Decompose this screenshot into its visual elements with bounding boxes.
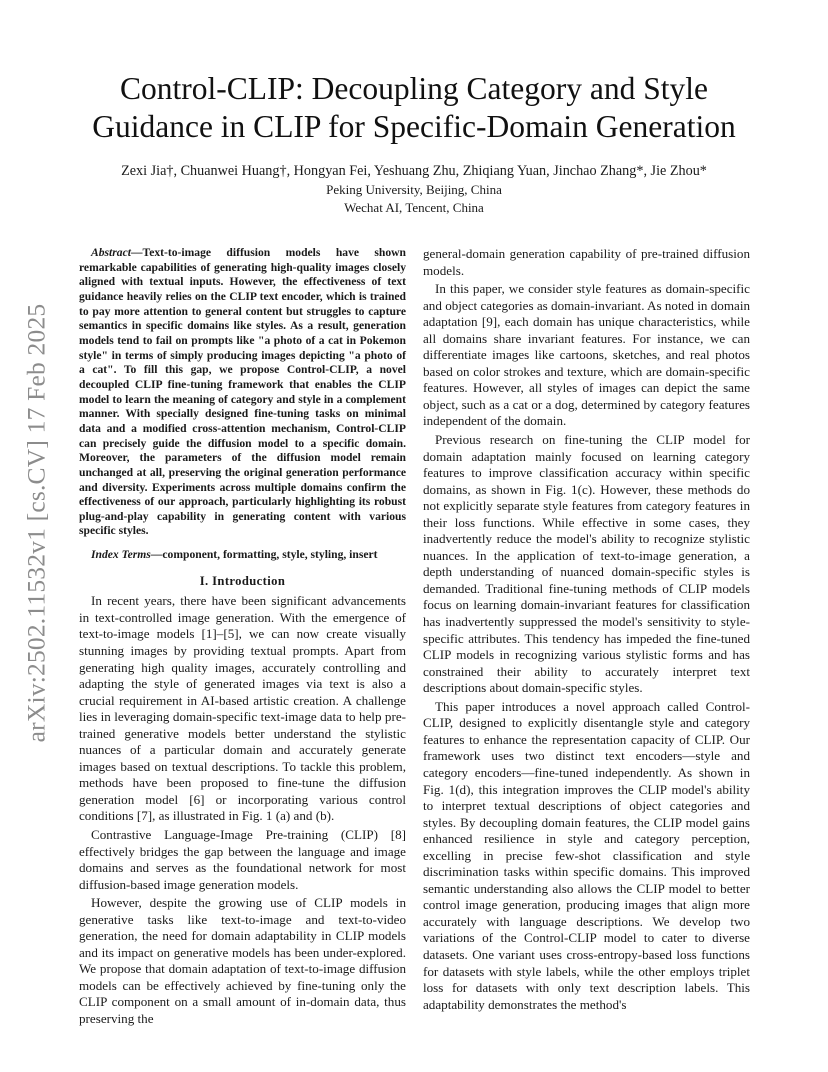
abstract-lead: Abstract— <box>91 246 143 259</box>
intro-paragraph-3: However, despite the growing use of CLIP models in generative tasks like text-to-image and text-to-video generation, the need for domain adaptability in CLIP models and its impact on generative models has been under-explored. We propose that domain adaptation of text-to-image diffusion models can be effectively achieved by fine-tuning only the CLIP component on a small amount of in-domain data, thus preserving the <box>79 895 406 1026</box>
index-terms-text: component, formatting, style, styling, insert <box>162 548 378 562</box>
intro-paragraph-2: Contrastive Language-Image Pre-training (CLIP) [8] effectively bridges the gap between the language and image domains and serves as the foundational network for most diffusion-based image generation models. <box>79 826 406 892</box>
abstract-text: Text-to-image diffusion models have shown remarkable capabilities of generating high-quality images closely aligned with textual inputs. However, the effectiveness of text guidance heavily relies on the CLIP text encoder, which is trained to pay more attention to general content but struggles to capture semantics in specific domains like styles. As a result, generation models tend to fail on prompts like "a photo of a cat in Pokemon style" in terms of simply producing images depicting "a photo of a cat". To fill this gap, we propose Control-CLIP, a novel decoupled CLIP fine-tuning framework that enables the CLIP model to learn the meaning of category and style in a complement manner. With specially designed fine-tuning tasks on minimal data and a modified cross-attention mechanism, Control-CLIP can precisely guide the diffusion model to a specific domain. Moreover, the parameters of the diffusion model remain unchanged at all, preserving the original generation performance and diversity. Experiments across multiple domains confirm the effectiveness of our approach, particularly highlighting its robust plug-and-play capability in generating content with various specific styles. <box>79 246 406 538</box>
intro-paragraph-5: Previous research on fine-tuning the CLIP model for domain adaptation mainly focused on learning category features to improve classification accuracy within specific domains, as shown in Fig. 1(c). However, these methods do not explicitly separate style features from category features in their loss functions. While effective in some cases, they inadvertently reduce the model's ability to recognize stylistic nuances. In the application of text-to-image generation, a depth understanding of nuanced domain-specific styles is demanded. Traditional fine-tuning methods of CLIP models focus on learning domain-invariant features for classification has inadvertently suppressed the model's sensitivity to style-specific attributes. This tendency has impeded the fine-tuned CLIP models in recognizing various stylistic forms and has constrained their ability to accurately interpret text descriptions about domain-specific styles. <box>423 432 750 696</box>
paper-title <box>60 70 768 146</box>
author-list: Zexi Jia†, Chuanwei Huang†, Hongyan Fei, Yeshuang Zhu, Zhiqiang Yuan, Jinchao Zhang*, Jie Zhou* <box>121 163 707 179</box>
paper-title-block <box>60 70 768 146</box>
affiliation-wechat: Wechat AI, Tencent, China <box>344 200 484 215</box>
title-line-2: Guidance in CLIP for Specific-Domain Generation <box>92 109 736 144</box>
index-terms <box>79 548 406 563</box>
index-terms-lead: Index Terms— <box>91 548 163 562</box>
intro-paragraph-1: In recent years, there have been significant advancements in text-controlled image generation. With the emergence of text-to-image models [1]–[5], we can now create visually stunning images by providing textual prompts. Apart from generating high quality images, accurately controlling and adapting the style of generated images via text is also a crucial requirement in AI-based artistic creation. A challenge lies in leveraging domain-specific text-image data to help pre-trained generative models better understand the stylistic nuances of a particular domain and accurately generate images based on textual descriptions. To tackle this problem, methods have been proposed to fine-tune the diffusion generation model [6] or incorporating various control conditions [7], as illustrated in Fig. 1 (a) and (b). <box>79 593 406 824</box>
intro-paragraph-4: In this paper, we consider style features as domain-specific and object categories as domain-invariant. As noted in domain adaptation [9], each domain has unique characteristics, while all domains share invariant features. For instance, we can differentiate images like cartoons, sketches, and real photos based on color strokes and texture, which are domain-specific features. However, all styles of images can depict the same object, such as a cat or a dog, determined by category features independent of the domain. <box>423 281 750 429</box>
intro-paragraph-6: This paper introduces a novel approach called Control-CLIP, designed to explicitly disentangle style and category features to enhance the representation capacity of CLIP. Our framework uses two distinct text encoders—style and category encoders—fine-tuned independently. As shown in Fig. 1(d), this integration improves the CLIP model's ability to interpret textual descriptions of object categories and styles. By decoupling domain features, the CLIP model gains enhanced resilience in style and category perception, excelling in precise few-shot classification and style discrimination tasks within specific domains. This improved semantic understanding also allows the CLIP model to better control image generation, producing images that align more accurately with language descriptions. We develop two variations of the Control-CLIP model to cater to diverse datasets. One variant uses cross-entropy-based loss functions for datasets with style labels, while the other employs triplet loss for datasets with only text description labels. This adaptability demonstrates the method's <box>423 698 750 1012</box>
arxiv-identifier-stamp <box>20 288 53 758</box>
affiliation-peking: Peking University, Beijing, China <box>326 182 502 197</box>
right-column <box>423 246 750 1013</box>
abstract <box>79 246 406 539</box>
title-line-1: Control-CLIP: Decoupling Category and Style <box>120 71 708 106</box>
arxiv-identifier-text: arXiv:2502.11532v1 [cs.CV] 17 Feb 2025 <box>21 303 51 743</box>
left-column <box>79 246 406 1028</box>
intro-paragraph-3-continued: general-domain generation capability of pre-trained diffusion models. <box>423 246 750 278</box>
section-heading-introduction: I. Introduction <box>199 573 286 588</box>
